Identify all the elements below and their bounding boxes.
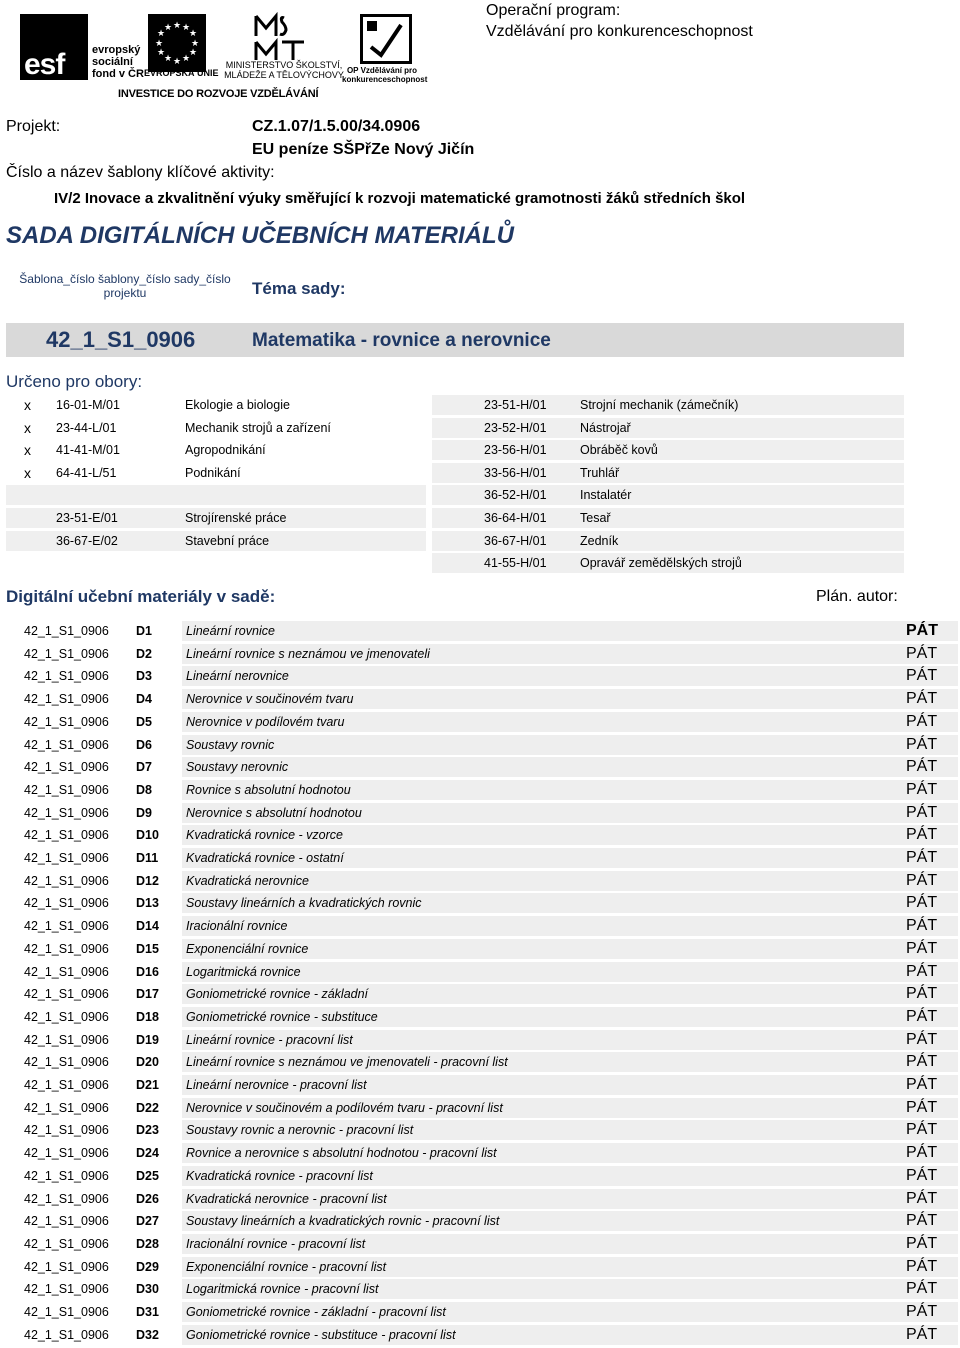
field-code: 16-01-M/01 <box>56 398 120 412</box>
set-code: 42_1_S1_0906 <box>46 327 196 352</box>
material-title: Lineární rovnice - pracovní list <box>186 1032 353 1047</box>
material-title: Goniometrické rovnice - substituce - pracovní list <box>186 1327 456 1342</box>
svg-text:★: ★ <box>156 29 166 39</box>
material-id: D1 <box>136 624 152 638</box>
field-name: Podnikání <box>185 465 241 480</box>
material-author: PÁT <box>906 1212 938 1230</box>
material-title: Goniometrické rovnice - základní <box>186 987 369 1002</box>
svg-text:★: ★ <box>188 29 198 39</box>
material-title: Rovnice a nerovnice s absolutní hodnotou - pracovní list <box>186 1146 497 1161</box>
svg-text:★: ★ <box>156 48 166 58</box>
material-id: D6 <box>136 737 152 752</box>
field-name: Strojírenské práce <box>185 511 287 525</box>
material-title: Soustavy lineárních a kvadratických rovnic <box>186 896 422 911</box>
field-name: Obráběč kovů <box>580 443 658 458</box>
material-row-bg <box>182 621 958 641</box>
material-id: D5 <box>136 714 152 729</box>
svg-text:★: ★ <box>163 23 173 33</box>
material-title: Kvadratická nerovnice - pracovní list <box>186 1191 387 1206</box>
field-code: 23-56-H/01 <box>484 443 547 458</box>
material-row-bg <box>182 916 958 936</box>
field-left-row-bg <box>6 485 426 505</box>
material-set-code: 42_1_S1_0906 <box>24 1078 109 1092</box>
material-title: Soustavy nerovnic <box>186 760 289 775</box>
material-id: D16 <box>136 964 159 979</box>
material-id: D25 <box>136 1168 159 1183</box>
op-logo <box>360 14 412 64</box>
field-mark: x <box>24 442 31 459</box>
material-author: PÁT <box>906 962 938 980</box>
material-row-bg <box>182 666 958 686</box>
material-set-code: 42_1_S1_0906 <box>24 1055 109 1070</box>
esf-logo <box>20 14 88 80</box>
material-author: PÁT <box>906 622 938 639</box>
template-number-label-line2: projektu <box>103 286 147 300</box>
material-author: PÁT <box>906 1053 938 1071</box>
material-title: Iracionální rovnice <box>186 919 288 934</box>
material-author: PÁT <box>906 1166 938 1184</box>
material-author: PÁT <box>906 917 938 935</box>
materials-label: Digitální učební materiály v sadě: <box>6 587 276 606</box>
material-id: D17 <box>136 987 159 1002</box>
field-code: 41-41-M/01 <box>56 443 120 458</box>
op-label: OP Vzdělávání pro konkurenceschopnost <box>342 66 428 84</box>
material-title: Soustavy lineárních a kvadratických rovnic - pracovní list <box>186 1214 500 1229</box>
material-id: D3 <box>136 669 152 684</box>
material-title: Nerovnice v součinovém tvaru <box>186 692 354 707</box>
material-set-code: 42_1_S1_0906 <box>24 1100 109 1115</box>
op-mark-icon <box>363 17 409 61</box>
material-author: PÁT <box>906 985 938 1003</box>
project-code: CZ.1.07/1.5.00/34.0906 <box>252 118 421 135</box>
material-set-code: 42_1_S1_0906 <box>24 1214 109 1229</box>
material-set-code: 42_1_S1_0906 <box>24 669 109 684</box>
material-id: D10 <box>136 828 159 843</box>
svg-text:★: ★ <box>181 54 191 64</box>
fields-label: Určeno pro obory: <box>6 372 143 391</box>
material-set-code: 42_1_S1_0906 <box>24 828 109 843</box>
material-author: PÁT <box>906 894 938 912</box>
material-set-code: 42_1_S1_0906 <box>24 805 109 820</box>
material-id: D12 <box>136 873 159 888</box>
material-row-bg <box>182 735 958 755</box>
material-set-code: 42_1_S1_0906 <box>24 1146 109 1161</box>
material-set-code: 42_1_S1_0906 <box>24 1327 109 1342</box>
program-label: Operační program: <box>486 2 621 19</box>
program-name: Vzdělávání pro konkurenceschopnost <box>486 23 753 40</box>
field-name: Ekologie a biologie <box>185 398 290 412</box>
field-name: Tesař <box>580 511 611 525</box>
material-author: PÁT <box>906 735 938 753</box>
eu-flag-logo <box>148 14 206 72</box>
material-title: Kvadratická rovnice - vzorce <box>186 828 344 843</box>
material-set-code: 42_1_S1_0906 <box>24 1123 109 1138</box>
material-author: PÁT <box>906 1076 938 1093</box>
field-code: 23-51-E/01 <box>56 511 118 525</box>
material-set-code: 42_1_S1_0906 <box>24 737 109 752</box>
material-author: PÁT <box>906 803 938 821</box>
material-id: D32 <box>136 1327 159 1342</box>
material-author: PÁT <box>906 826 938 844</box>
material-id: D14 <box>136 919 159 934</box>
material-set-code: 42_1_S1_0906 <box>24 851 109 865</box>
material-id: D30 <box>136 1282 159 1297</box>
eu-label: EVROPSKÁ UNIE <box>144 68 219 78</box>
field-name: Truhlář <box>580 465 620 480</box>
field-name: Instalatér <box>580 488 632 503</box>
material-set-code: 42_1_S1_0906 <box>24 896 109 911</box>
material-title: Logaritmická rovnice - pracovní list <box>186 1282 379 1297</box>
material-set-code: 42_1_S1_0906 <box>24 873 109 888</box>
msmt-logo-icon <box>252 12 310 62</box>
material-title: Nerovnice s absolutní hodnotou <box>186 805 362 820</box>
template-name: IV/2 Inovace a zkvalitnění výuky směřující k rozvoji matematické gramotnosti žáků středních škol <box>54 190 746 207</box>
material-author: PÁT <box>906 1144 938 1162</box>
invest-slogan: INVESTICE DO ROZVOJE VZDĚLÁVÁNÍ <box>118 88 319 100</box>
material-title: Iracionální rovnice - pracovní list <box>186 1236 366 1251</box>
material-title: Soustavy rovnic <box>186 737 275 752</box>
material-id: D9 <box>136 805 152 820</box>
set-topic: Matematika - rovnice a nerovnice <box>252 330 551 351</box>
author-label: Plán. autor: <box>816 588 898 605</box>
svg-text:★: ★ <box>172 21 182 31</box>
material-set-code: 42_1_S1_0906 <box>24 782 109 797</box>
field-name: Nástrojař <box>580 420 631 435</box>
material-id: D13 <box>136 896 159 911</box>
material-set-code: 42_1_S1_0906 <box>24 987 109 1002</box>
field-name: Opravář zemědělských strojů <box>580 556 742 571</box>
material-set-code: 42_1_S1_0906 <box>24 1236 109 1251</box>
material-set-code: 42_1_S1_0906 <box>24 1305 109 1319</box>
field-code: 23-44-L/01 <box>56 420 117 435</box>
field-name: Zedník <box>580 533 619 548</box>
material-set-code: 42_1_S1_0906 <box>24 624 109 638</box>
svg-text:★: ★ <box>190 39 200 49</box>
material-row-bg <box>182 757 958 777</box>
material-title: Exponenciální rovnice <box>186 941 309 956</box>
material-author: PÁT <box>906 1189 938 1207</box>
material-title: Nerovnice v součinovém a podílovém tvaru - pracovní list <box>186 1100 503 1115</box>
material-set-code: 42_1_S1_0906 <box>24 714 109 729</box>
material-title: Nerovnice v podílovém tvaru <box>186 714 345 729</box>
material-set-code: 42_1_S1_0906 <box>24 1032 109 1047</box>
material-set-code: 42_1_S1_0906 <box>24 1191 109 1206</box>
material-title: Lineární rovnice <box>186 624 275 638</box>
material-id: D7 <box>136 760 152 775</box>
material-author: PÁT <box>906 1121 938 1139</box>
field-code: 36-67-E/02 <box>56 533 118 548</box>
material-title: Soustavy rovnic a nerovnic - pracovní list <box>186 1123 414 1138</box>
material-title: Lineární rovnice s neznámou ve jmenovateli - pracovní list <box>186 1055 508 1070</box>
material-author: PÁT <box>906 849 938 866</box>
template-number-label <box>10 272 240 300</box>
msmt-label: MINISTERSTVO ŠKOLSTVÍ, MLÁDEŽE A TĚLOVÝCHOVY <box>224 60 344 80</box>
esf-text: evropský sociální fond v ČR <box>92 44 144 80</box>
svg-text:★: ★ <box>188 48 198 58</box>
svg-text:★: ★ <box>154 39 164 49</box>
material-set-code: 42_1_S1_0906 <box>24 919 109 934</box>
field-code: 36-64-H/01 <box>484 511 547 525</box>
material-author: PÁT <box>906 1257 938 1275</box>
material-id: D29 <box>136 1259 159 1274</box>
material-title: Lineární nerovnice - pracovní list <box>186 1078 367 1092</box>
topic-label: Téma sady: <box>252 279 346 298</box>
field-mark: x <box>24 397 31 413</box>
field-code: 36-52-H/01 <box>484 488 547 503</box>
material-author: PÁT <box>906 690 938 708</box>
material-set-code: 42_1_S1_0906 <box>24 1259 109 1274</box>
material-id: D23 <box>136 1123 159 1138</box>
material-author: PÁT <box>906 644 938 662</box>
material-id: D31 <box>136 1305 159 1319</box>
material-author: PÁT <box>906 1234 938 1252</box>
material-set-code: 42_1_S1_0906 <box>24 1009 109 1024</box>
material-id: D11 <box>136 851 159 865</box>
field-code: 33-56-H/01 <box>484 465 547 480</box>
template-number-label-line1: Šablona_číslo šablony_číslo sady_číslo <box>19 272 231 286</box>
material-id: D20 <box>136 1055 159 1070</box>
material-title: Exponenciální rovnice - pracovní list <box>186 1259 387 1274</box>
material-author: PÁT <box>906 1325 938 1343</box>
material-set-code: 42_1_S1_0906 <box>24 692 109 707</box>
logo-strip <box>20 8 430 103</box>
field-code: 64-41-L/51 <box>56 465 117 480</box>
material-set-code: 42_1_S1_0906 <box>24 1282 109 1297</box>
field-name: Agropodnikání <box>185 443 266 458</box>
material-author: PÁT <box>906 1030 938 1048</box>
field-mark: x <box>24 464 31 481</box>
svg-text:★: ★ <box>172 57 182 67</box>
material-id: D28 <box>136 1236 159 1251</box>
field-code: 36-67-H/01 <box>484 533 547 548</box>
field-name: Mechanik strojů a zařízení <box>185 420 331 435</box>
field-code: 41-55-H/01 <box>484 556 547 571</box>
material-title: Kvadratická rovnice - pracovní list <box>186 1168 373 1183</box>
material-set-code: 42_1_S1_0906 <box>24 941 109 956</box>
project-label: Projekt: <box>6 118 61 135</box>
material-id: D24 <box>136 1146 159 1161</box>
material-id: D18 <box>136 1009 159 1024</box>
material-set-code: 42_1_S1_0906 <box>24 1168 109 1183</box>
svg-text:★: ★ <box>163 54 173 64</box>
material-id: D21 <box>136 1078 159 1092</box>
material-author: PÁT <box>906 1280 938 1298</box>
material-author: PÁT <box>906 780 938 798</box>
field-name: Strojní mechanik (zámečník) <box>580 398 739 412</box>
set-title: SADA DIGITÁLNÍCH UČEBNÍCH MATERIÁLŮ <box>6 222 514 249</box>
material-title: Lineární nerovnice <box>186 669 289 684</box>
material-id: D15 <box>136 941 159 956</box>
material-author: PÁT <box>906 1098 938 1116</box>
material-set-code: 42_1_S1_0906 <box>24 964 109 979</box>
material-id: D8 <box>136 782 152 797</box>
svg-text:★: ★ <box>181 23 191 33</box>
material-title: Goniometrické rovnice - základní - pracovní list <box>186 1305 446 1319</box>
eu-stars-icon <box>148 14 206 72</box>
material-id: D27 <box>136 1214 159 1229</box>
field-name: Stavební práce <box>185 533 270 548</box>
esf-mark: esf <box>24 48 65 81</box>
material-id: D19 <box>136 1032 159 1047</box>
material-author: PÁT <box>906 939 938 957</box>
material-title: Kvadratická rovnice - ostatní <box>186 851 344 865</box>
material-title: Goniometrické rovnice - substituce <box>186 1009 378 1024</box>
project-name: EU peníze SŠPřZe Nový Jičín <box>252 141 475 158</box>
material-author: PÁT <box>906 1303 938 1320</box>
material-set-code: 42_1_S1_0906 <box>24 760 109 775</box>
field-code: 23-51-H/01 <box>484 398 547 412</box>
material-title: Rovnice s absolutní hodnotou <box>186 782 351 797</box>
material-set-code: 42_1_S1_0906 <box>24 646 109 661</box>
material-id: D26 <box>136 1191 159 1206</box>
field-code: 23-52-H/01 <box>484 420 547 435</box>
material-author: PÁT <box>906 667 938 685</box>
template-label: Číslo a název šablony klíčové aktivity: <box>6 164 275 181</box>
material-author: PÁT <box>906 712 938 730</box>
material-id: D2 <box>136 646 152 661</box>
material-id: D4 <box>136 692 152 707</box>
material-id: D22 <box>136 1100 159 1115</box>
material-title: Lineární rovnice s neznámou ve jmenovateli <box>186 646 430 661</box>
material-title: Kvadratická nerovnice <box>186 873 309 888</box>
material-author: PÁT <box>906 758 938 776</box>
material-author: PÁT <box>906 1007 938 1025</box>
field-mark: x <box>24 419 31 436</box>
material-author: PÁT <box>906 871 938 889</box>
material-title: Logaritmická rovnice <box>186 964 301 979</box>
